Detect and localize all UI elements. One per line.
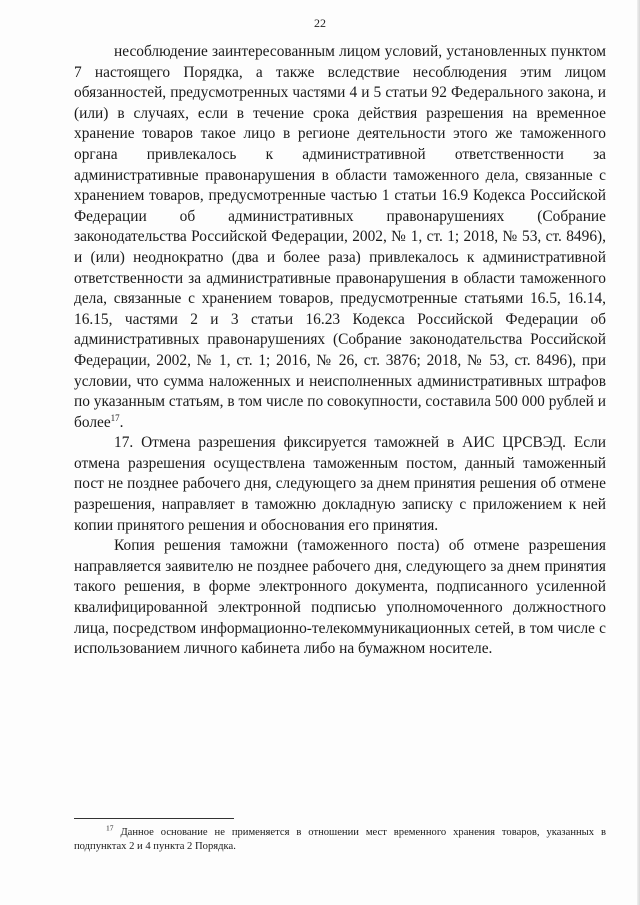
paragraph-text: несоблюдение заинтересованным лицом условий, установленных пунктом 7 настоящего Порядка, а также вследствие несоблюдения этим лицом обязанностей, предусмотренных частями 4 и 5 статьи 92 Федерального закона, и (или) в случаях, если в течение срока действия разрешения на временное хранение товаров такое лицо в регионе деятельности этого же таможенного органа привлекалось к административной ответственности за административные правонарушения в области таможенного дела, связанные с хранением товаров, предусмотренные частью 1 статьи 16.9 Кодекса Российской Федерации об административных правонарушениях (Собрание законодательства Российской Федерации, 2002, № 1, ст. 1; 2018, № 53, ст. 8496), и (или) неоднократно (два и более раза) привлекалось к административной ответственности за административные правонарушения в области таможенного дела, связанные с хранением товаров, предусмотренные статьями 16.5, 16.14, 16.15, частями 2 и 3 статьи 16.23 Кодекса Российской Федерации об административных правонарушениях (Собрание законодательства Российской Федерации, 2002, № 1, ст. 1; 2016, № 26, ст. 3876; 2018, № 53, ст. 8496), при условии, что сумма наложенных и неисполненных административных штрафов по указанным статьям, в том числе по совокупности, составила 500 000 рублей и более	[74, 43, 606, 431]
paragraph-text: 17. Отмена разрешения фиксируется таможней в АИС ЦРСВЭД. Если отмена разрешения осуществлена таможенным постом, данный таможенный пост не позднее рабочего дня, следующего за днем принятия решения об отмене разрешения, направляет в таможню докладную записку с приложением к ней копии принятого решения и обоснования его принятия.	[74, 434, 606, 534]
page-number: 22	[314, 16, 326, 30]
footnote-reference[interactable]: 17	[110, 412, 120, 423]
document-body	[74, 42, 606, 660]
paragraph-continuation: несоблюдение заинтересованным лицом условий, установленных пунктом 7 настоящего Порядка, а также вследствие несоблюдения этим лицом обязанностей, предусмотренных частями 4 и 5 статьи 92 Федерального закона, и (или) в случаях, если в течение срока действия разрешения на временное хранение товаров такое лицо в регионе деятельности этого же таможенного органа привлекалось к административной ответственности за административные правонарушения в области таможенного дела, связанные с хранением товаров, предусмотренные частью 1 статьи 16.9 Кодекса Российской Федерации об административных правонарушениях (Собрание законодательства Российской Федерации, 2002, № 1, ст. 1; 2018, № 53, ст. 8496), и (или) неоднократно (два и более раза) привлекалось к административной ответственности за административные правонарушения в области таможенного дела, связанные с хранением товаров, предусмотренные статьями 16.5, 16.14, 16.15, частями 2 и 3 статьи 16.23 Кодекса Российской Федерации об административных правонарушениях (Собрание законодательства Российской Федерации, 2002, № 1, ст. 1; 2016, № 26, ст. 3876; 2018, № 53, ст. 8496), при условии, что сумма наложенных и неисполненных административных штрафов по указанным статьям, в том числе по совокупности, составила 500 000 рублей и более$^{17}$.	[74, 43, 606, 431]
paragraph-text: Копия решения таможни (таможенного поста) об отмене разрешения направляется заявителю не позднее рабочего дня, следующего за днем принятия такого решения, в форме электронного документа, подписанного усиленной квалифицированной электронной подписью уполномоченного должностного лица, посредством информационно-телекоммуникационных сетей, в том числе с использованием личного кабинета либо на бумажном носителе.	[74, 537, 606, 658]
footnote-separator	[74, 818, 234, 819]
footnote-number: 17	[106, 823, 114, 833]
footnote-text: Данное основание не применяется в отношении мест временного хранения товаров, указанных в подпунктах 2 и 4 пункта 2 Порядка.	[74, 827, 606, 852]
paragraph-copy-of-decision	[74, 536, 606, 660]
footnote	[74, 823, 606, 854]
paragraph-item-17	[74, 433, 606, 536]
